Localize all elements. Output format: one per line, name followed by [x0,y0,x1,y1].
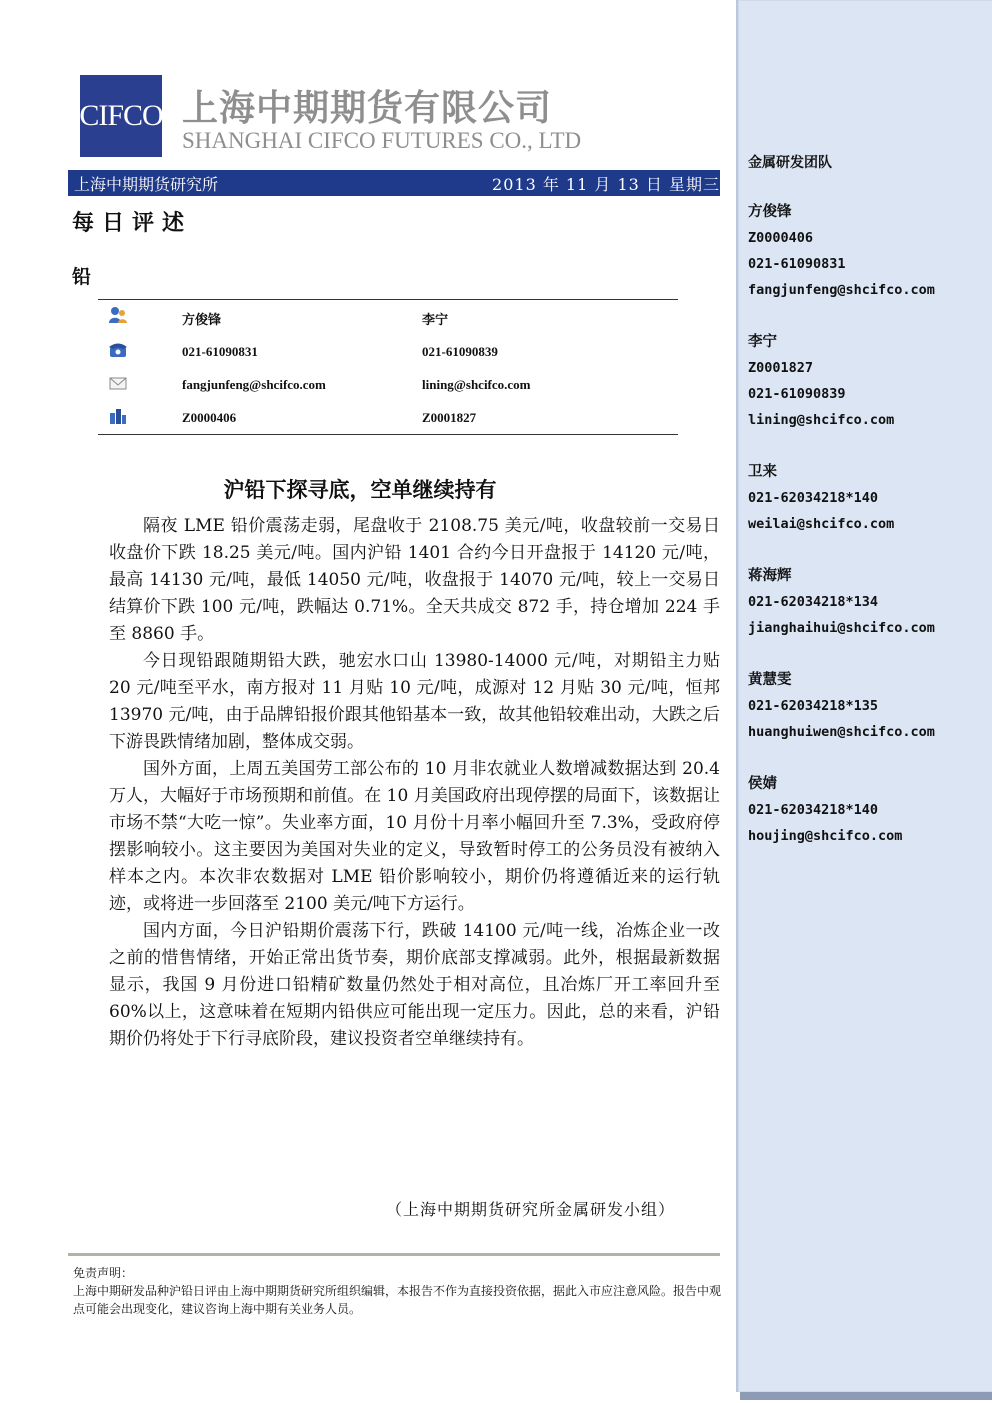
paragraph: 今日现铅跟随期铅大跌，驰宏水口山 13980-14000 元/吨，对期铅主力贴 20 元/吨至平水，南方报对 11 月贴 10 元/吨，成源对 12 月贴 30 元/吨，恒邦 13970 元/吨，由于品牌铅报价跟其他铅基本一致，故其他铅较难出动，大跌之后下游畏跌情绪加剧，整体成交弱。 [109,651,720,752]
member-email[interactable]: houjing@shcifco.com [748,828,903,844]
contact-email-1[interactable]: fangjunfeng@shcifco.com [182,377,326,392]
member-phone: 021-61090831 [748,256,846,272]
member-phone: 021-62034218*135 [748,698,879,714]
member-id: Z0001827 [748,360,814,376]
disclaimer-text: 上海中期研发品种沪铅日评由上海中期期货研究所组织编辑，本报告不作为直接投资依据，据此入市应注意风险。报告中观点可能会出现变化，建议咨询上海中期有关业务人员。 [73,1284,722,1316]
company-logo [80,75,162,157]
member-phone: 021-61090839 [748,386,846,402]
member-id: Z0000406 [748,230,814,246]
paragraph: 国外方面，上周五美国劳工部公布的 10 月非农就业人数增减数据达到 20.4 万人，大幅好于市场预期和前值。在 10 月美国政府出现停摆的局面下，该数据让市场不禁“大吃一惊”。失业率方面，10 月份十月率小幅回升至 7.3%，受政府停摆影响较小。这主要因为美国对失业的定义，导致暂时停工的公务员没有被纳入样本之内。本次非农数据对 LME 铅价影响较小，期价仍将遵循近来的运行轨迹，或将进一步回落至 2100 美元/吨下方运行。 [109,759,720,914]
team-member [748,199,935,303]
team-member [748,771,902,849]
contact-row-name [98,304,678,330]
contact-name-2: 李宁 [422,313,449,328]
member-name: 侯婧 [748,776,777,792]
member-name: 李宁 [748,334,777,350]
institute-name: 上海中期期货研究所 [74,174,219,194]
contact-row-email [98,372,678,398]
contact-id-2: Z0001827 [422,410,477,425]
disclaimer-title: 免责声明： [73,1266,134,1280]
sidebar-shadow-bottom [740,1392,992,1400]
mail-icon [108,374,128,392]
member-email[interactable]: huanghuiwen@shcifco.com [748,724,935,740]
member-phone: 021-62034218*140 [748,802,879,818]
sidebar-title: 金属研发团队 [748,155,832,171]
institute-bar [68,170,720,196]
member-name: 蒋海辉 [748,568,792,584]
member-name: 黄慧雯 [748,672,792,688]
member-name: 方俊锋 [748,204,792,220]
paragraph: 国内方面，今日沪铅期价震荡下行，跌破 14100 元/吨一线，冶炼企业一改之前的惜售情绪，开始正常出货节奏，期价底部支撑减弱。此外，根据最新数据显示，我国 9 月份进口铅精矿数量仍然处于相对高位，且冶炼厂开工率回升至 60%以上，这意味着在短期内铅供应可能出现一定压力。因此，总的来看，沪铅期价仍将处于下行寻底阶段，建议投资者空单继续持有。 [109,921,720,1049]
team-member [748,667,935,745]
member-email[interactable]: jianghaihui@shcifco.com [748,620,935,636]
disclaimer [73,1264,723,1318]
contact-row-id [98,405,678,431]
member-phone: 021-62034218*134 [748,594,879,610]
team-member [748,329,894,433]
contact-email-2[interactable]: lining@shcifco.com [422,377,531,392]
contact-phone-1: 021-61090831 [182,344,258,359]
member-name: 卫来 [748,464,777,480]
section-title: 每日评述 [72,210,193,236]
headline: 沪铅下探寻底，空单继续持有 [223,478,497,502]
logo-text: CIFCO [79,99,163,132]
contact-table [98,299,678,435]
member-email[interactable]: weilai@shcifco.com [748,516,895,532]
company-name-en: SHANGHAI CIFCO FUTURES CO., LTD [182,128,582,153]
paragraph: 隔夜 LME 铅价震荡走弱，尾盘收于 2108.75 美元/吨，收盘较前一交易日收盘价下跌 18.25 美元/吨。国内沪铅 1401 合约今日开盘报于 14120 元/吨，最高 14130 元/吨，最低 14050 元/吨，收盘报于 14070 元/吨，较上一交易日结算价下跌 100 元/吨，跌幅达 0.71%。全天共成交 872 手，持仓增加 224 手至 8860 手。 [109,516,720,644]
building-icon [108,407,128,425]
team-member [748,563,935,641]
team-member [748,459,894,537]
contact-phone-2: 021-61090839 [422,344,498,359]
person-icon [108,306,128,324]
member-email[interactable]: lining@shcifco.com [748,412,895,428]
contact-name-1: 方俊锋 [182,313,222,328]
contact-row-phone [98,339,678,365]
report-date: 2013 年 11 月 13 日 星期三 [492,174,720,194]
article-body [109,513,720,1053]
phone-icon [108,341,128,359]
product-name: 铅 [72,266,92,288]
signature: （上海中期期货研究所金属研发小组） [386,1200,676,1219]
company-name-cn: 上海中期期货有限公司 [182,88,553,129]
member-email[interactable]: fangjunfeng@shcifco.com [748,282,935,298]
contact-id-1: Z0000406 [182,410,237,425]
member-phone: 021-62034218*140 [748,490,879,506]
divider [68,1253,720,1256]
